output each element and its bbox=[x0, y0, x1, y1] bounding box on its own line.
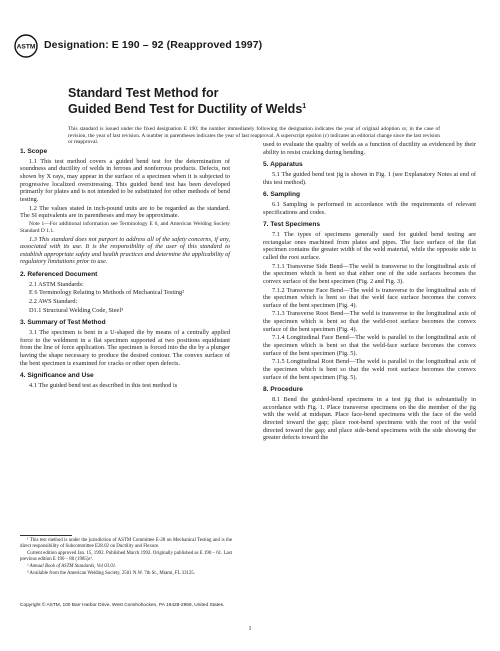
paragraph-1-1: 1.1 This test method covers a guided bend test for the determination of soundness and ductility of welds in ferrous and nonferrous products. Defects, not shown by X rays, may appear in the surface of a specimen when it is subjected to progressive localized overstressing. This guided bend test has been developed primarily for plates and is not intended to be substituted for other methods of bend testing. bbox=[20, 157, 230, 203]
copyright-line: Copyright © ASTM, 100 Barr Harbor Drive, West Conshohocken, PA 19428-2959, United States. bbox=[20, 603, 225, 608]
astm-logo-text: ASTM bbox=[16, 43, 36, 51]
footnote-divider bbox=[20, 535, 72, 536]
paragraph-2-2: 2.2 AWS Standard: bbox=[29, 298, 78, 306]
footnote-1: ¹ This test method is under the jurisdiction of ASTM Committee E-28 on Mechanical Testing and is the direct responsibility of Subcommittee E28.02 on Ductility and Flexure. bbox=[20, 538, 232, 550]
paragraph-1-2: 1.2 The values stated in inch-pound units are to be regarded as the standard. The SI equivalents are in parentheses and may be approximate. bbox=[20, 204, 230, 220]
title-line-2-text: Guided Bend Test for Ductility of Welds bbox=[68, 102, 303, 117]
reference-e6: E 6 Terminology Relating to Methods of Mechanical Testing² bbox=[29, 289, 185, 297]
paragraph-7-1-1: 7.1.1 Transverse Side Bend—The weld is transverse to the longitudinal axis of the specimen which is bent so that either one of the side surfaces becomes the convex surface of the bent specimen (Fig. 2 and Fig. 3). bbox=[263, 262, 476, 285]
paragraph-2-1: 2.1 ASTM Standards: bbox=[29, 280, 84, 288]
section-heading-significance: 4. Significance and Use bbox=[20, 372, 94, 380]
title-line-2 bbox=[68, 100, 428, 116]
section-heading-test-specimens: 7. Test Specimens bbox=[263, 221, 321, 229]
paragraph-8-1: 8.1 Bend the guided-bend specimens in a test jig that is substantially in accordance with Fig. 1. Place transverse specimens on the die member of the jig with the weld at midspan. Place face-bend specimens with the face of the weld directed toward the gap; place root-bend specimens with the root of the weld directed toward the gap; and place side-bend specimens with the side showing the greater defects toward the bbox=[263, 396, 476, 442]
title-line-1: Standard Test Method for bbox=[68, 86, 219, 100]
footnote-2: ² Annual Book of ASTM Standards, Vol 03.01. bbox=[27, 564, 117, 570]
paragraph-7-1: 7.1 The types of specimens generally used for guided bend testing are rectangular ones machined from plates and pipes. The face surface of the flat specimen contains the greater width of the weld material, while the opposite side is called the root surface. bbox=[263, 230, 476, 261]
section-heading-scope: 1. Scope bbox=[20, 148, 48, 155]
title-block bbox=[68, 86, 428, 116]
section-heading-sampling: 6. Sampling bbox=[263, 191, 301, 199]
paragraph-5-1: 5.1 The guided bend test jig is shown in Fig. 1 (see Explanatory Notes at end of this test method). bbox=[263, 170, 476, 186]
paragraph-6-1: 6.1 Sampling is performed in accordance with the requirements of relevant specifications and codes. bbox=[263, 200, 476, 216]
astm-logo-icon bbox=[14, 34, 38, 58]
section-heading-summary: 3. Summary of Test Method bbox=[20, 319, 106, 327]
page-number: 1 bbox=[248, 626, 252, 632]
designation-header bbox=[14, 34, 484, 60]
left-column bbox=[20, 148, 230, 391]
footnote-3: ³ Available from the American Welding Society, 2501 N.W. 7th St., Miami, FL 33125. bbox=[27, 571, 196, 577]
paragraph-7-1-3: 7.1.3 Transverse Root Bend—The weld is transverse to the longitudinal axis of the specimen which is bent so that the weld-root surface becomes the convex surface of the bent specimen (Fig. 4). bbox=[263, 310, 476, 333]
note-1: Note 1—For additional information see Terminology E 6, and American Welding Society Standard D 1.1. bbox=[20, 220, 230, 234]
paragraph-7-1-4: 7.1.4 Longitudinal Face Bend—The weld is parallel to the longitudinal axis of the specimen which is bent so that the weld-face surface becomes the convex surface of the bent specimen (Fig. 5). bbox=[263, 334, 476, 357]
paragraph-4-1-continued: used to evaluate the quality of welds as a function of ductility as evidenced by their ability to resist cracking during bending. bbox=[263, 141, 476, 156]
section-heading-procedure: 8. Procedure bbox=[263, 386, 303, 394]
right-column bbox=[263, 141, 476, 443]
footnote-1-edition: Current edition approved Jan. 15, 1992. Published March 1992. Originally published as E 190 – 61. Last previous edition E 190 – 80 (1985)ε¹. bbox=[20, 551, 232, 563]
section-heading-referenced-document: 2. Referenced Document bbox=[20, 271, 98, 279]
paragraph-3-1: 3.1 The specimen is bent in a U-shaped die by means of a centrally applied force to the weldment in a flat specimen supported at two positions equidistant from the line of force application. The specimen is forced into the die by a plunger having the shape necessary to produce the desired contour. The convex surface of the bent specimen is examined for cracks or other open defects. bbox=[20, 329, 230, 367]
paragraph-1-3: 1.3 This standard does not purport to address all of the safety concerns, if any, associated with its use. It is the responsibility of the user of this standard to establish appropriate safety and health practices and determine the applicability of regulatory limitations prior to use. bbox=[20, 235, 230, 266]
designation-text: Designation: E 190 – 92 (Reapproved 1997) bbox=[44, 39, 263, 51]
standard-notice: This standard is issued under the fixed designation E 190; the number immediately following the designation indicates the year of original adoption or, in the case of revision, the year of last revision. A number in parentheses indicates the year of last reapproval. A superscript epsilon (ε) indicates an editorial change since the last revision or reapproval. bbox=[68, 126, 440, 146]
paragraph-4-1: 4.1 The guided bend test as described in this test method is bbox=[29, 382, 178, 389]
reference-d1-1: D1.1 Structural Welding Code, Steel³ bbox=[29, 306, 123, 314]
paragraph-7-1-2: 7.1.2 Transverse Face Bend—The weld is transverse to the longitudinal axis of the specimen which is bent so that the weld face surface becomes the convex surface of the bent specimen (Fig. 4). bbox=[263, 286, 476, 309]
footnotes bbox=[20, 538, 232, 579]
paragraph-7-1-5: 7.1.5 Longitudinal Root Bend—The weld is parallel to the longitudinal axis of the specimen which is bent so that the weld root surface becomes the convex surface of the bent specimen (Fig. 5). bbox=[263, 358, 476, 381]
section-heading-apparatus: 5. Apparatus bbox=[263, 161, 303, 169]
title-footnote-mark: 1 bbox=[302, 103, 307, 110]
